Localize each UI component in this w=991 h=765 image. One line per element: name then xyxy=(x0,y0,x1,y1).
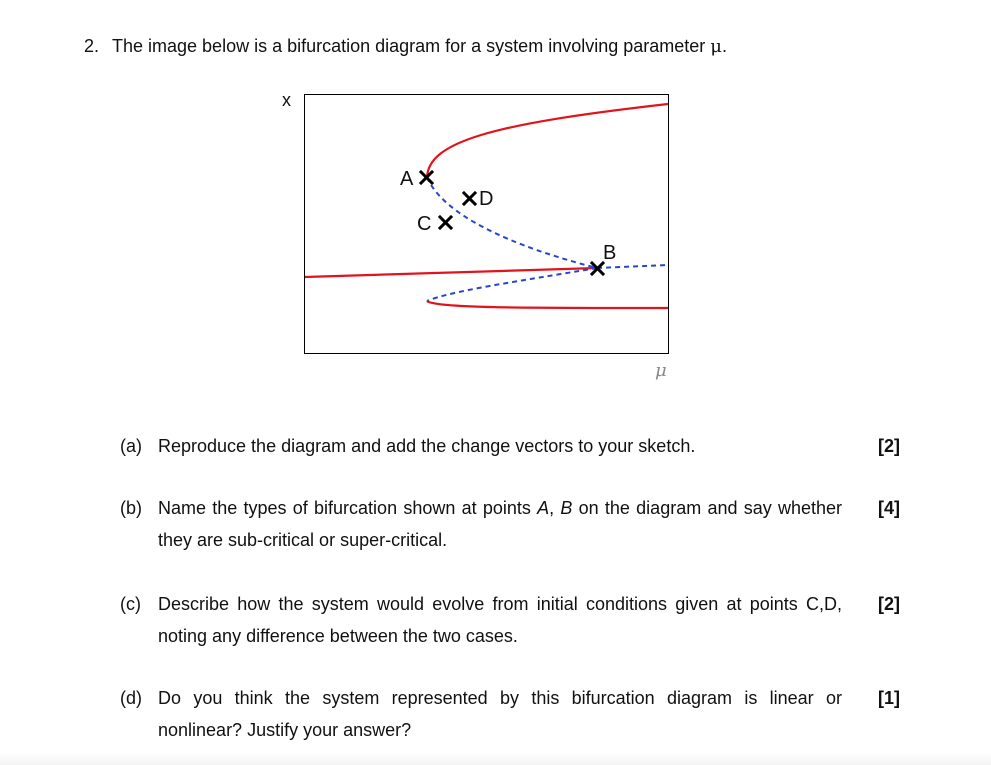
part-b-point-a: A xyxy=(537,498,550,518)
point-c-label: C xyxy=(417,213,432,235)
bottom-stable-branch xyxy=(427,301,668,308)
y-axis-label: x xyxy=(282,90,291,110)
part-b-text-before: Name the types of bifurcation shown at points xyxy=(158,498,538,518)
part-b-label: (b) xyxy=(120,498,142,518)
part-b-text-after: on the diagram and say whether they are sub-critical or super-critical. xyxy=(158,498,842,550)
part-c-label: (c) xyxy=(120,594,141,614)
part-d-text: Do you think the system represented by this bifurcation diagram is linear or nonlinear? Justify your answer? xyxy=(158,688,842,740)
part-b-point-b: B xyxy=(560,498,573,518)
question-number: 2. xyxy=(84,36,100,56)
x-axis-label: μ xyxy=(655,360,667,381)
part-b-text xyxy=(158,492,842,556)
middle-unstable-branch xyxy=(427,177,668,268)
part-a xyxy=(120,430,900,462)
part-b xyxy=(120,492,900,556)
point-a-label: A xyxy=(400,168,414,190)
point-d-marker xyxy=(464,193,475,204)
question-intro xyxy=(84,36,727,57)
question-intro-end: . xyxy=(721,36,727,56)
part-c xyxy=(120,588,900,652)
question-intro-text: The image below is a bifurcation diagram for a system involving parameter xyxy=(112,36,711,56)
bifurcation-diagram xyxy=(270,86,690,386)
part-c-marks: [2] xyxy=(878,594,900,614)
part-d-label: (d) xyxy=(120,688,142,708)
mu-symbol: μ xyxy=(710,36,722,57)
part-d xyxy=(120,682,900,746)
bifurcation-diagram-svg xyxy=(270,86,690,386)
lower-left-stable-branch xyxy=(305,268,597,277)
upper-stable-branch xyxy=(427,104,668,177)
point-b-label: B xyxy=(603,242,617,264)
part-a-text: Reproduce the diagram and add the change vectors to your sketch. xyxy=(158,436,696,456)
point-d-label: D xyxy=(479,188,494,210)
part-c-text: Describe how the system would evolve from initial conditions given at points C,D, noting any difference between the two cases. xyxy=(158,594,842,646)
part-b-marks: [4] xyxy=(878,498,900,518)
point-c-marker xyxy=(440,217,451,228)
part-b-separator: , xyxy=(549,498,561,518)
part-a-label: (a) xyxy=(120,436,142,456)
bottom-shade xyxy=(0,752,991,765)
part-a-marks: [2] xyxy=(878,436,900,456)
part-d-marks: [1] xyxy=(878,688,900,708)
